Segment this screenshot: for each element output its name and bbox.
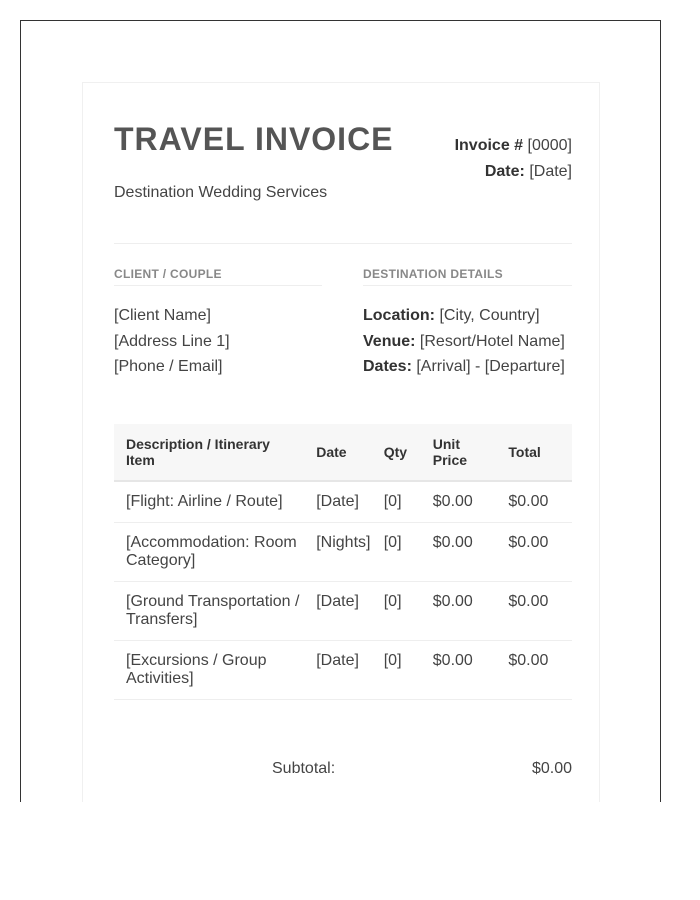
row-total: $0.00 bbox=[496, 481, 572, 523]
invoice-meta bbox=[455, 133, 572, 185]
location-value: [City, Country] bbox=[439, 307, 540, 324]
row-qty: [0] bbox=[372, 523, 421, 582]
row-date: [Nights] bbox=[312, 523, 372, 582]
table-header-row bbox=[114, 424, 572, 481]
invoice-date-value: [Date] bbox=[529, 163, 572, 180]
invoice-number-label: Invoice # bbox=[454, 137, 524, 154]
venue-label: Venue: bbox=[363, 332, 416, 350]
row-unit-price: $0.00 bbox=[421, 481, 497, 523]
row-unit-price: $0.00 bbox=[421, 582, 497, 641]
destination-details bbox=[363, 303, 565, 380]
subtotal-value: $0.00 bbox=[531, 760, 572, 777]
column-header-total: Total bbox=[496, 424, 572, 481]
row-date: [Date] bbox=[312, 481, 372, 523]
column-header-description: Description / Itinerary Item bbox=[114, 424, 312, 481]
header-divider bbox=[114, 243, 572, 244]
client-address: [Address Line 1] bbox=[114, 332, 230, 350]
invoice-title: TRAVEL INVOICE bbox=[114, 121, 394, 157]
invoice-sheet bbox=[82, 82, 600, 802]
destination-venue bbox=[363, 329, 565, 355]
column-header-date: Date bbox=[312, 424, 372, 481]
table-row bbox=[114, 523, 572, 582]
row-date: [Date] bbox=[312, 641, 372, 700]
row-total: $0.00 bbox=[496, 523, 572, 582]
invoice-subtitle: Destination Wedding Services bbox=[114, 184, 328, 201]
venue-value: [Resort/Hotel Name] bbox=[419, 332, 565, 350]
table-row bbox=[114, 641, 572, 700]
client-details bbox=[114, 303, 230, 380]
row-date: [Date] bbox=[312, 582, 372, 641]
column-header-qty: Qty bbox=[372, 424, 421, 481]
subtotal-label: Subtotal: bbox=[272, 760, 336, 777]
page-frame bbox=[20, 20, 661, 802]
row-unit-price: $0.00 bbox=[421, 641, 497, 700]
row-unit-price: $0.00 bbox=[421, 523, 497, 582]
client-heading: CLIENT / COUPLE bbox=[114, 267, 322, 286]
row-description: [Accommodation: Room Category] bbox=[114, 523, 312, 582]
client-contact: [Phone / Email] bbox=[114, 358, 223, 375]
invoice-date-row bbox=[455, 159, 572, 185]
row-description: [Flight: Airline / Route] bbox=[114, 481, 312, 523]
itinerary-table bbox=[114, 424, 572, 700]
client-name: [Client Name] bbox=[114, 307, 211, 324]
location-label: Location: bbox=[363, 307, 435, 324]
dates-label: Dates: bbox=[363, 358, 412, 375]
destination-location bbox=[363, 303, 565, 329]
row-total: $0.00 bbox=[496, 582, 572, 641]
row-total: $0.00 bbox=[496, 641, 572, 700]
table-row bbox=[114, 481, 572, 523]
row-qty: [0] bbox=[372, 582, 421, 641]
dates-value: [Arrival] - [Departure] bbox=[416, 358, 565, 375]
table-row bbox=[114, 582, 572, 641]
row-qty: [0] bbox=[372, 481, 421, 523]
destination-heading: DESTINATION DETAILS bbox=[363, 267, 572, 286]
invoice-number-value: [0000] bbox=[527, 137, 572, 154]
column-header-unit-price: Unit Price bbox=[421, 424, 497, 481]
row-qty: [0] bbox=[372, 641, 421, 700]
destination-dates bbox=[363, 354, 565, 380]
invoice-date-label: Date: bbox=[484, 163, 525, 180]
row-description: [Excursions / Group Activities] bbox=[114, 641, 312, 700]
row-description: [Ground Transportation / Transfers] bbox=[114, 582, 312, 641]
invoice-number-row bbox=[455, 133, 572, 159]
